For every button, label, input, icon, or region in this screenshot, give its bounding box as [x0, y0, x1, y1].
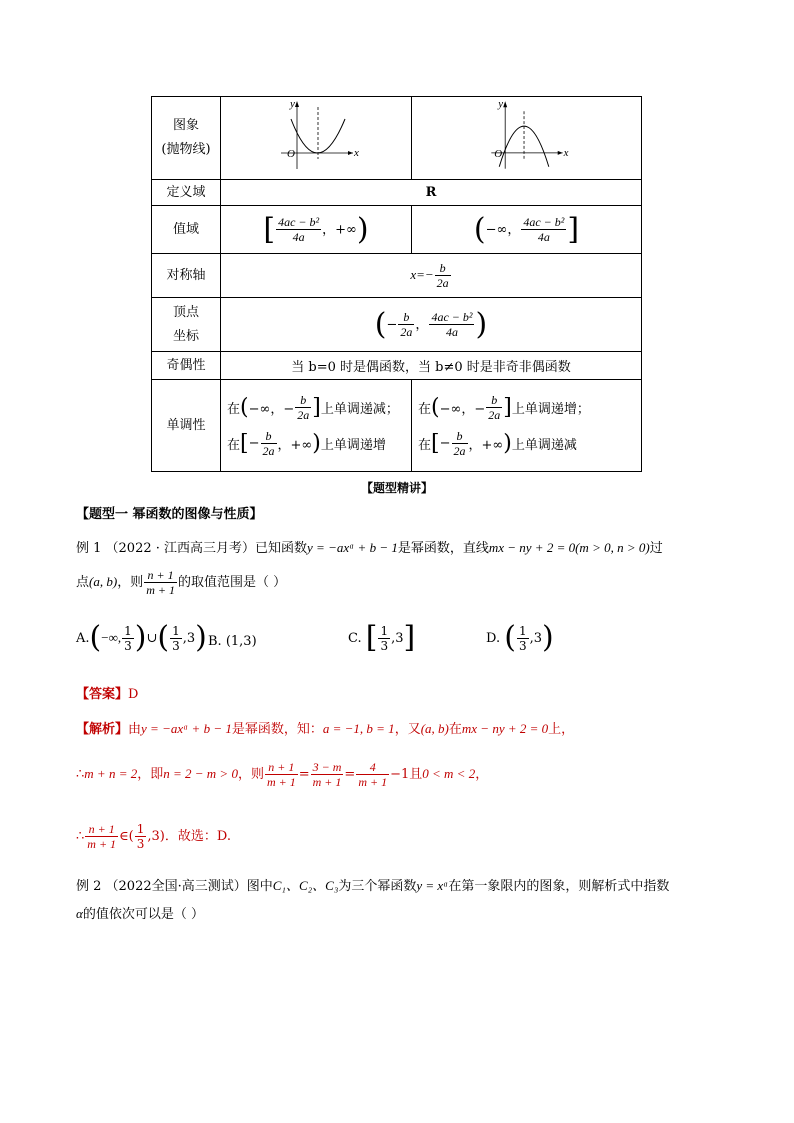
ex2-line2: α的值依次可以是（ ） [76, 906, 204, 922]
section-title: 【题型精讲】 [360, 481, 433, 495]
type-title: 【题型一 幂函数的图像与性质】 [76, 507, 263, 522]
domain-value: R [221, 180, 642, 206]
option-a[interactable]: A. ( −∞, $\frac{1}{3}$ ) ∪ ( $\frac{1}{3}$ ,3 ) [76, 620, 207, 655]
mono-label: 单调性 [152, 380, 221, 472]
row-range [152, 206, 642, 254]
properties-table [151, 96, 642, 472]
range-left: [ $\frac{\text{4ac − b²}}{4a}$ ，+∞) [221, 206, 412, 254]
origin-label-1: O [287, 148, 295, 160]
parabola-down-graph [412, 97, 641, 175]
axis-y-label-1: y [290, 98, 295, 110]
mono-right: 在 ( −∞，− $\frac{b}{2a}$ ] 上单调递增； 在 [ − $\frac{b}{2a}$ ，+∞ ) 上单调递减 [412, 380, 642, 472]
analysis-line1: 【解析】由y = −axᵅ + b − 1是幂函数，知：a = −1, b = 1，又(a, b)在mx − ny + 2 = 0上， [76, 721, 575, 737]
option-b[interactable]: B. (1,3) [208, 633, 257, 649]
vertex-label: 顶点 坐标 [152, 298, 221, 352]
ex2-line1: 例 2 （2022全国·高三测试）图中C₁、C₂、C₃为三个幂函数y = xᵅ在第一象限内的图象，则解析式中指数 [76, 878, 670, 894]
axis-x-label-2: x [563, 146, 569, 159]
row-monotonic [152, 380, 642, 472]
axis-value: x=− $\frac{b}{2a}$ [221, 254, 642, 298]
graph-cell-downward [412, 97, 642, 180]
option-d[interactable]: D. ( $\frac{1}{3}$ ,3 ) [486, 620, 554, 655]
vertex-value: (− $\frac{b}{2a}$ ， $\frac{\text{4ac − b²}}{4a}$ ) [221, 298, 642, 352]
answer-line [76, 683, 138, 702]
row-axis [152, 254, 642, 298]
analysis-line2: ∴m + n = 2，即n = 2 − m > 0，则 $\frac{n + 1}{m + 1}$ = $\frac{3 - m}{m + 1}$ = $\frac{4}{m + 1}$ −1且0 < m < 2， [76, 760, 489, 789]
answer-value: D [128, 687, 139, 702]
mono-left: 在 ( −∞，− $\frac{b}{2a}$ ] 上单调递减； 在 [ − $\frac{b}{2a}$ ，+∞ ) 上单调递增 [221, 380, 412, 472]
origin-label-2: O [494, 147, 503, 160]
parity-label: 奇偶性 [152, 352, 221, 380]
axis-label: 对称轴 [152, 254, 221, 298]
parity-value: 当 b=0 时是偶函数，当 b≠0 时是非奇非偶函数 [221, 352, 642, 380]
axis-x-label-1: x [354, 147, 359, 159]
range-label: 值域 [152, 206, 221, 254]
row-parity [152, 352, 642, 380]
ex1-line1: 例 1 （2022 · 江西高三月考）已知函数y = −axᵅ + b − 1是幂函数，直线mx − ny + 2 = 0(m > 0, n > 0)过 [76, 540, 663, 556]
domain-label: 定义域 [152, 180, 221, 206]
parabola-up-graph [221, 97, 411, 175]
row-vertex [152, 298, 642, 352]
ex1-line2: 点(a, b)，则 $\frac{n + 1}{m + 1}$ 的取值范围是（ ） [76, 568, 287, 597]
axis-y-label-2: y [498, 98, 504, 111]
option-c[interactable]: C. [ $\frac{1}{3}$ ,3 ] [348, 620, 416, 655]
row-graph [152, 97, 642, 180]
row-domain [152, 180, 642, 206]
graph-label: 图象 (抛物线) [152, 97, 221, 180]
range-right: (−∞， $\frac{\text{4ac − b²}}{4a}$ ] [412, 206, 642, 254]
graph-cell-upward [221, 97, 412, 180]
analysis-line3: ∴ $\frac{n + 1}{m + 1}$ ∈( $\frac{1}{3}$ ,3)．故选：D. [76, 822, 231, 851]
answer-label: 【答案】 [76, 687, 129, 702]
